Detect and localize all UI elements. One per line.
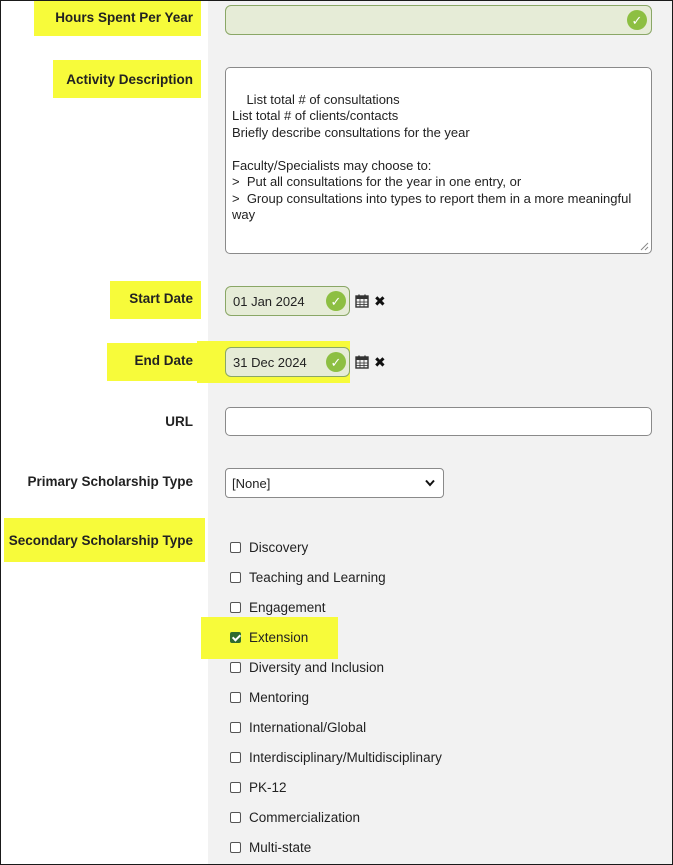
checkbox-engagement[interactable] [230,597,326,617]
checkbox-extension[interactable] [230,627,308,647]
checkbox-box[interactable] [230,692,241,703]
times-icon[interactable]: ✖ [374,293,386,309]
checkbox-label: Engagement [249,599,326,615]
check-circle-icon: ✓ [627,10,647,30]
checkbox-box[interactable] [230,812,241,823]
activity-label: Activity Description [66,72,193,87]
url-label: URL [165,414,193,429]
checkbox-box-checked[interactable] [230,632,241,643]
checkbox-box[interactable] [230,542,241,553]
checkbox-label: International/Global [249,719,367,735]
check-circle-icon: ✓ [326,352,346,372]
checkbox-label: Interdisciplinary/Multidisciplinary [249,749,442,765]
checkbox-label: Commercialization [249,809,361,825]
end-date-value: 31 Dec 2024 [233,355,307,370]
activity-description-textarea[interactable] [225,67,652,254]
checkbox-label: Multi-state [249,839,312,855]
checkbox-label: Teaching and Learning [249,569,386,585]
checkbox-label: PK-12 [249,779,287,795]
primary-scholarship-label: Primary Scholarship Type [27,474,193,489]
checkbox-box[interactable] [230,842,241,853]
checkbox-teaching-and-learning[interactable] [230,567,386,587]
checkbox-diversity-and-inclusion[interactable] [230,657,384,677]
checkbox-mentoring[interactable] [230,687,309,707]
end-date-label: End Date [134,353,193,368]
checkbox-multi-state[interactable] [230,837,311,857]
start-date-input[interactable] [225,286,350,316]
checkbox-interdisciplinary[interactable] [230,747,442,767]
checkbox-international-global[interactable] [230,717,366,737]
checkbox-box[interactable] [230,572,241,583]
activity-description-text: List total # of consultations List total # of clients/contacts Briefly describe consultations for the year Faculty/Specialists may choose to: > Put all consultations for the year in one entry, or > Group consultations into types to report them in a more meaningful way [232,91,632,222]
checkbox-label: Mentoring [249,689,310,705]
start-date-value: 01 Jan 2024 [233,294,305,309]
resize-handle-icon[interactable] [639,241,649,251]
url-input[interactable] [225,407,652,436]
calendar-icon[interactable] [355,294,369,308]
checkbox-box[interactable] [230,752,241,763]
checkbox-commercialization[interactable] [230,807,360,827]
secondary-scholarship-label: Secondary Scholarship Type [8,533,193,548]
checkbox-box[interactable] [230,662,241,673]
checkbox-label: Discovery [249,539,309,555]
chevron-down-icon [425,479,435,487]
checkbox-box[interactable] [230,782,241,793]
hours-label: Hours Spent Per Year [55,10,193,25]
checkbox-box[interactable] [230,722,241,733]
checkbox-discovery[interactable] [230,537,308,557]
start-date-label: Start Date [129,291,193,306]
checkbox-pk-12[interactable] [230,777,287,797]
calendar-icon[interactable] [355,355,369,369]
primary-scholarship-selected: [None] [232,476,271,491]
checkbox-label: Diversity and Inclusion [249,659,385,675]
hours-input[interactable] [225,5,652,35]
check-circle-icon: ✓ [326,291,346,311]
checkbox-box[interactable] [230,602,241,613]
times-icon[interactable]: ✖ [374,354,386,370]
primary-scholarship-select[interactable] [225,468,444,498]
checkbox-label: Extension [249,629,309,645]
end-date-input[interactable] [225,347,350,377]
